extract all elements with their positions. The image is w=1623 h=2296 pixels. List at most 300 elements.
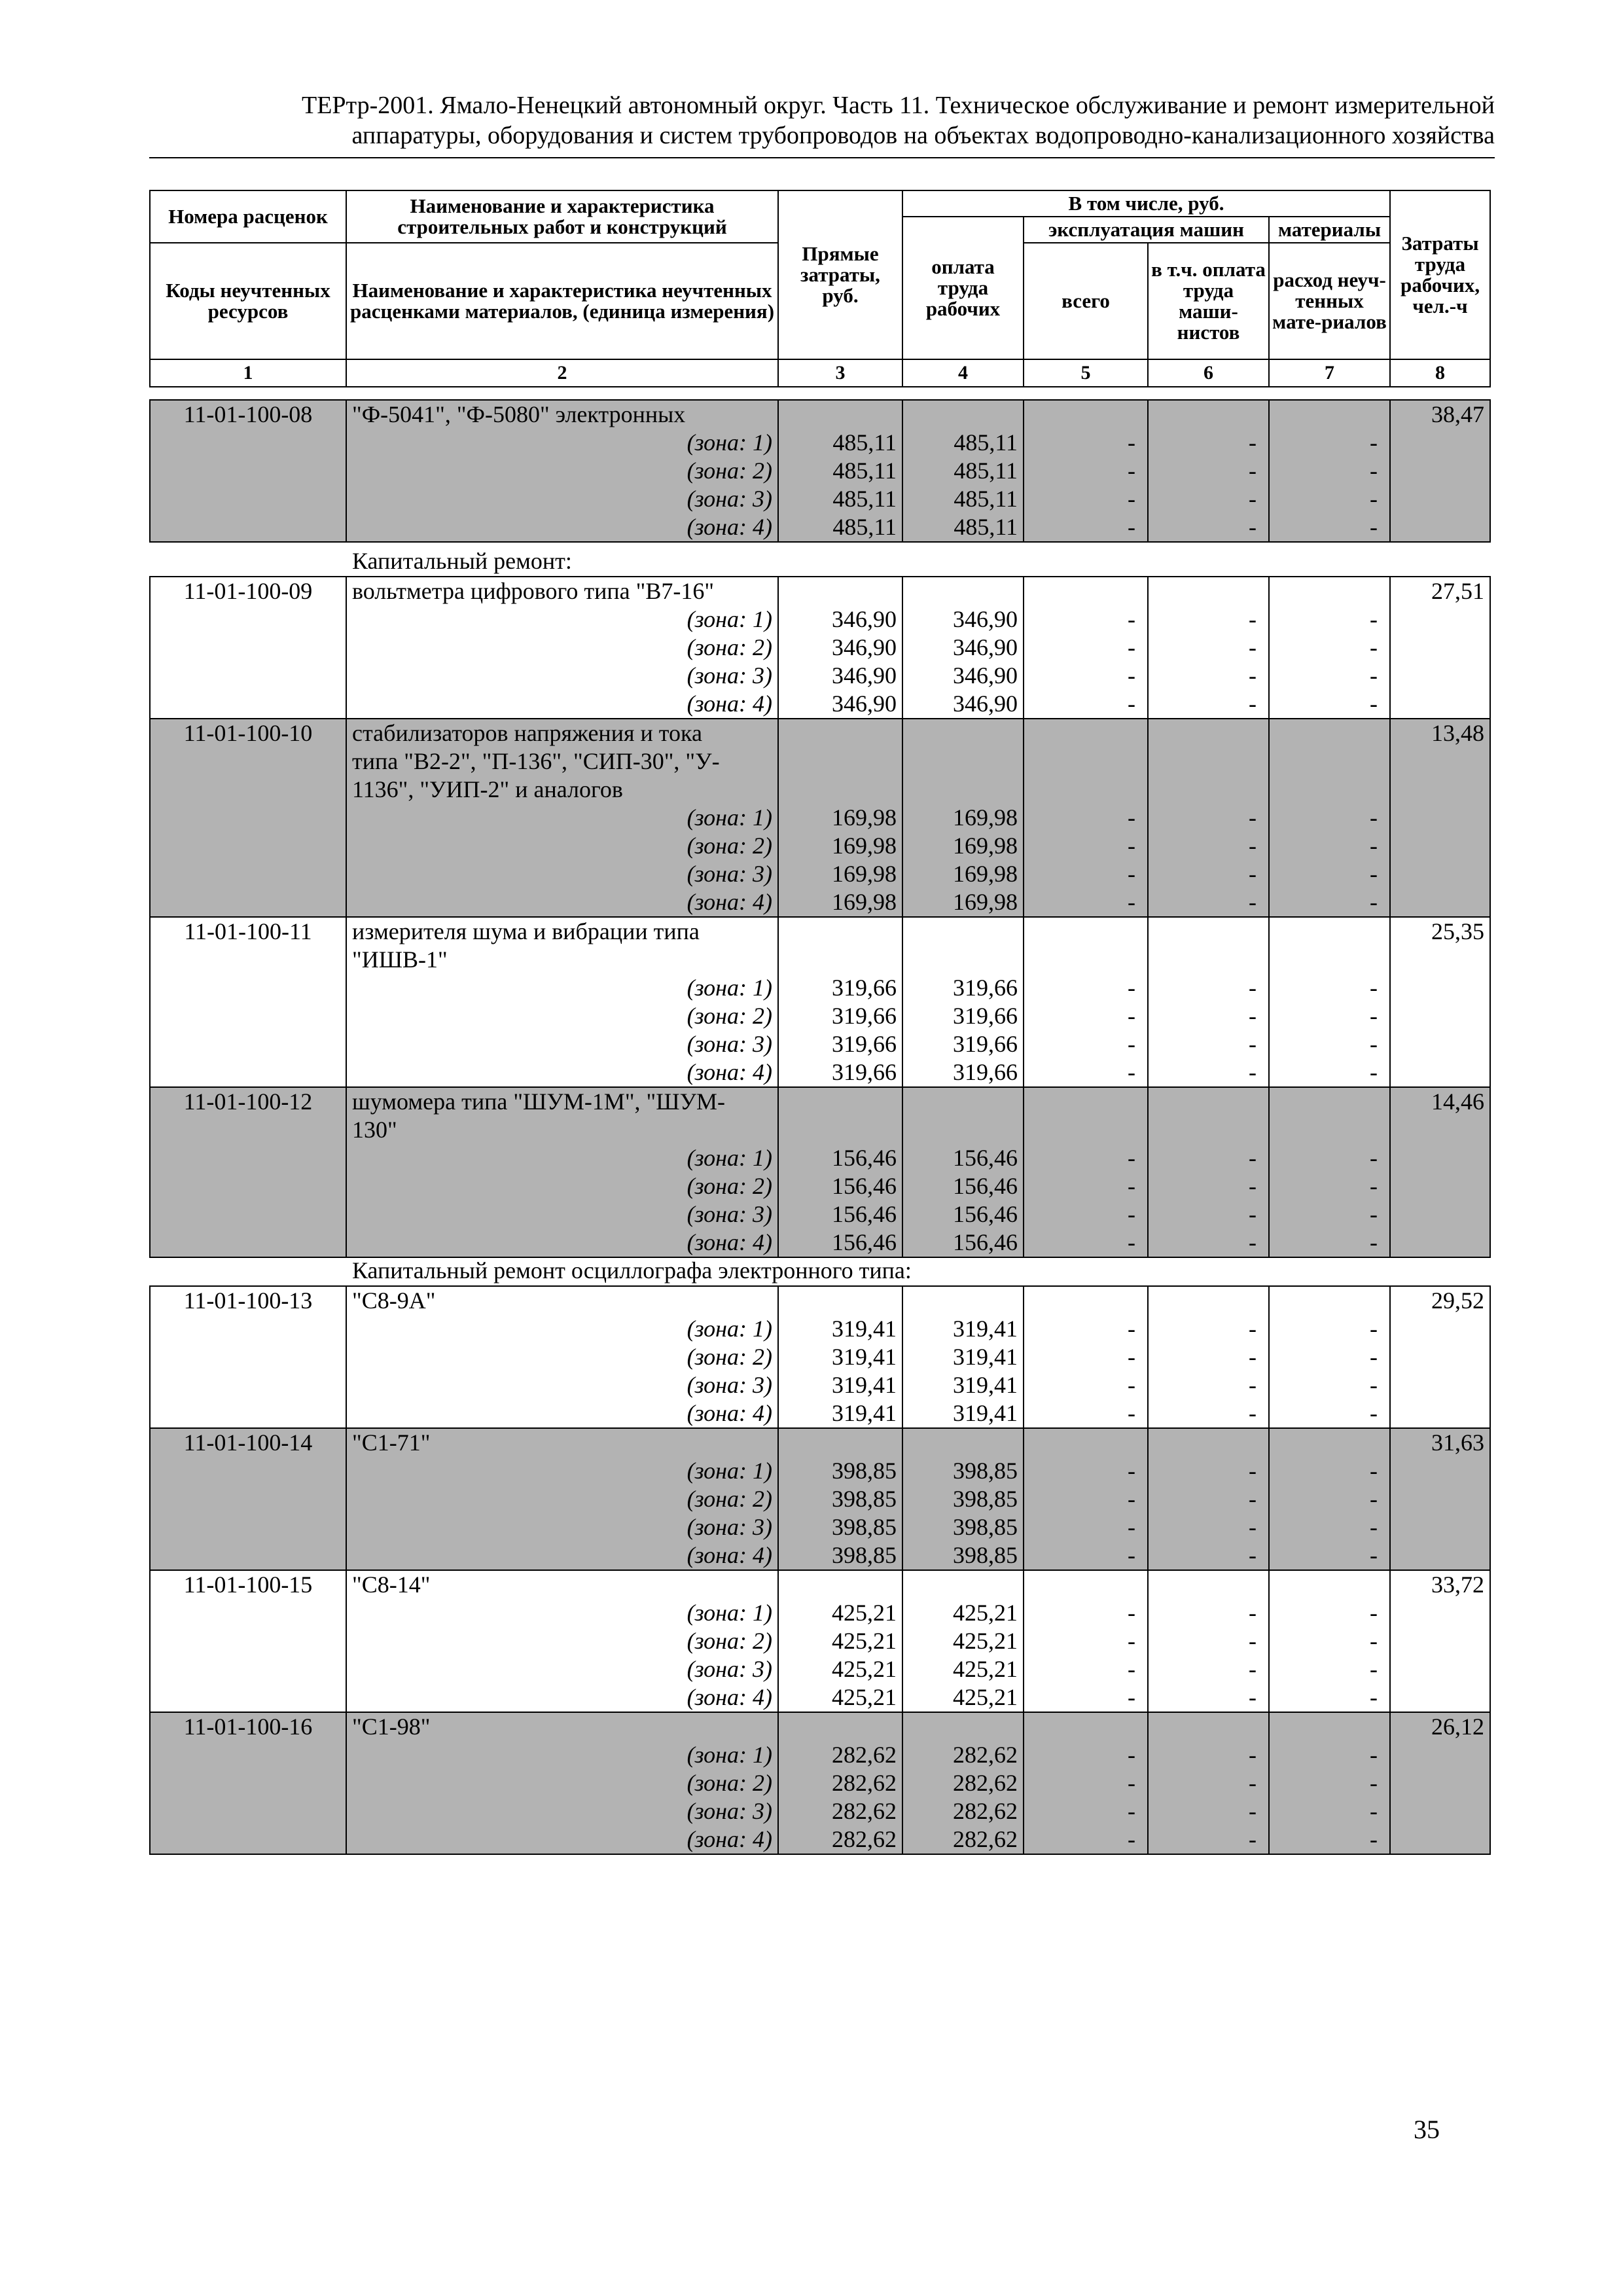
- rate-code: 11-01-100-09: [150, 577, 346, 719]
- table-row: [150, 1116, 1490, 1144]
- direct-costs: 282,62: [778, 1825, 902, 1854]
- col-header-direct-costs: Прямые затраты, руб.: [778, 190, 902, 359]
- rate-entry: [150, 1286, 1490, 1428]
- machines-total: -: [1024, 974, 1148, 1002]
- operator-pay: -: [1148, 1485, 1269, 1513]
- empty-cell: [902, 1087, 1024, 1116]
- table-row: [150, 832, 1490, 860]
- labor-pay: 319,66: [902, 974, 1024, 1002]
- work-name-line: измерителя шума и вибрации типа: [346, 917, 778, 946]
- table-row: [150, 634, 1490, 662]
- zone-label: (зона: 2): [346, 1485, 778, 1513]
- running-header-line-2: аппаратуры, оборудования и систем трубопроводов на объектах водопроводно-канализационного хозяйства: [351, 122, 1495, 149]
- empty-cell: [1148, 946, 1269, 974]
- empty-cell: [1024, 946, 1148, 974]
- work-name-line: 130": [346, 1116, 778, 1144]
- empty-cell: [1148, 1087, 1269, 1116]
- operator-pay: -: [1148, 832, 1269, 860]
- table-row: [150, 719, 1490, 747]
- rate-code: 11-01-100-11: [150, 917, 346, 1087]
- unaccounted-materials: -: [1269, 1797, 1390, 1825]
- table-row: [150, 1655, 1490, 1683]
- empty-cell: [1024, 776, 1148, 804]
- table-row: [150, 1144, 1490, 1172]
- col-number-3: 3: [778, 359, 902, 387]
- zone-label: (зона: 1): [346, 1741, 778, 1769]
- empty-cell: [778, 776, 902, 804]
- unaccounted-materials: -: [1269, 1399, 1390, 1428]
- zone-label: (зона: 3): [346, 1371, 778, 1399]
- direct-costs: 425,21: [778, 1655, 902, 1683]
- table-row: [150, 1315, 1490, 1343]
- empty-cell: [902, 776, 1024, 804]
- operator-pay: -: [1148, 1541, 1269, 1570]
- work-name-line: "С8-9А": [346, 1286, 778, 1315]
- col-header-machines: эксплуатация машин: [1024, 217, 1269, 243]
- empty-cell: [778, 1428, 902, 1457]
- col-number-7: 7: [1269, 359, 1390, 387]
- machines-total: -: [1024, 832, 1148, 860]
- table-row: [150, 662, 1490, 690]
- direct-costs: 156,46: [778, 1229, 902, 1257]
- labor-pay: 156,46: [902, 1200, 1024, 1229]
- machines-total: -: [1024, 1485, 1148, 1513]
- zone-label: (зона: 3): [346, 1030, 778, 1058]
- machines-total: -: [1024, 1030, 1148, 1058]
- empty-cell: [778, 1712, 902, 1741]
- labor-pay: 319,66: [902, 1002, 1024, 1030]
- machines-total: -: [1024, 1058, 1148, 1087]
- rate-code: 11-01-100-12: [150, 1087, 346, 1257]
- zone-label: (зона: 4): [346, 888, 778, 917]
- empty-cell: [902, 917, 1024, 946]
- empty-cell: [902, 1712, 1024, 1741]
- table-row: [150, 1712, 1490, 1741]
- operator-pay: -: [1148, 1797, 1269, 1825]
- direct-costs: 346,90: [778, 690, 902, 719]
- empty-cell: [1148, 776, 1269, 804]
- operator-pay: -: [1148, 860, 1269, 888]
- labor-pay: 169,98: [902, 832, 1024, 860]
- col-number-4: 4: [902, 359, 1024, 387]
- empty-cell: [1024, 1286, 1148, 1315]
- labor-hours: 31,63: [1390, 1428, 1490, 1570]
- table-row: [150, 1485, 1490, 1513]
- labor-hours: 38,47: [1390, 400, 1490, 542]
- machines-total: -: [1024, 1513, 1148, 1541]
- work-name-line: типа "В2-2", "П-136", "СИП-30", "У-: [346, 747, 778, 776]
- zone-label: (зона: 4): [346, 1825, 778, 1854]
- operator-pay: -: [1148, 974, 1269, 1002]
- rate-entry: [150, 1712, 1490, 1854]
- empty-cell: [1148, 1570, 1269, 1599]
- table-row: [150, 1797, 1490, 1825]
- col-header-unaccounted-materials: расход неуч-тенных мате-риалов: [1269, 243, 1390, 359]
- labor-pay: 346,90: [902, 690, 1024, 719]
- table-row: [150, 1229, 1490, 1257]
- labor-pay: 319,66: [902, 1058, 1024, 1087]
- unaccounted-materials: -: [1269, 1485, 1390, 1513]
- unaccounted-materials: -: [1269, 974, 1390, 1002]
- labor-pay: 398,85: [902, 1457, 1024, 1485]
- empty-cell: [1269, 1286, 1390, 1315]
- machines-total: -: [1024, 1172, 1148, 1200]
- operator-pay: -: [1148, 1769, 1269, 1797]
- operator-pay: -: [1148, 1030, 1269, 1058]
- empty-cell: [902, 1286, 1024, 1315]
- operator-pay: -: [1148, 457, 1269, 485]
- unaccounted-materials: -: [1269, 1825, 1390, 1854]
- table-row: [150, 1343, 1490, 1371]
- col-header-labor-hours: Затраты труда рабочих, чел.-ч: [1390, 190, 1490, 359]
- labor-pay: 425,21: [902, 1683, 1024, 1712]
- labor-hours: 25,35: [1390, 917, 1490, 1087]
- direct-costs: 319,66: [778, 1058, 902, 1087]
- empty-cell: [1024, 1712, 1148, 1741]
- unaccounted-materials: -: [1269, 1683, 1390, 1712]
- labor-pay: 319,66: [902, 1030, 1024, 1058]
- machines-total: -: [1024, 888, 1148, 917]
- table-row: [150, 400, 1490, 429]
- unaccounted-materials: -: [1269, 429, 1390, 457]
- zone-label: (зона: 2): [346, 1172, 778, 1200]
- machines-total: -: [1024, 605, 1148, 634]
- labor-pay: 319,41: [902, 1399, 1024, 1428]
- zone-label: (зона: 1): [346, 974, 778, 1002]
- operator-pay: -: [1148, 1513, 1269, 1541]
- table-row: [150, 1030, 1490, 1058]
- direct-costs: 282,62: [778, 1797, 902, 1825]
- operator-pay: -: [1148, 1599, 1269, 1627]
- machines-total: -: [1024, 1541, 1148, 1570]
- table-row: [150, 946, 1490, 974]
- machines-total: -: [1024, 1315, 1148, 1343]
- zone-label: (зона: 2): [346, 1002, 778, 1030]
- running-header: [149, 90, 1495, 151]
- direct-costs: 398,85: [778, 1485, 902, 1513]
- empty-cell: [1269, 1087, 1390, 1116]
- empty-cell: [902, 400, 1024, 429]
- operator-pay: -: [1148, 690, 1269, 719]
- empty-cell: [1269, 1428, 1390, 1457]
- machines-total: -: [1024, 1371, 1148, 1399]
- table-row: [150, 1286, 1490, 1315]
- empty-cell: [1269, 1712, 1390, 1741]
- unaccounted-materials: -: [1269, 485, 1390, 513]
- operator-pay: -: [1148, 1172, 1269, 1200]
- empty-cell: [1148, 400, 1269, 429]
- direct-costs: 398,85: [778, 1541, 902, 1570]
- machines-total: -: [1024, 1627, 1148, 1655]
- empty-cell: [1148, 1286, 1269, 1315]
- table-row: [150, 1399, 1490, 1428]
- table-row: [150, 1172, 1490, 1200]
- operator-pay: -: [1148, 1200, 1269, 1229]
- direct-costs: 346,90: [778, 605, 902, 634]
- unaccounted-materials: -: [1269, 832, 1390, 860]
- empty-cell: [1024, 1116, 1148, 1144]
- zone-label: (зона: 1): [346, 1144, 778, 1172]
- table-row: [150, 1457, 1490, 1485]
- table-row: [150, 1570, 1490, 1599]
- table-row: [150, 747, 1490, 776]
- machines-total: -: [1024, 1144, 1148, 1172]
- labor-pay: 169,98: [902, 888, 1024, 917]
- unaccounted-materials: -: [1269, 1172, 1390, 1200]
- table-row: [150, 860, 1490, 888]
- unaccounted-materials: -: [1269, 1371, 1390, 1399]
- empty-cell: [902, 1570, 1024, 1599]
- unaccounted-materials: -: [1269, 1200, 1390, 1229]
- running-header-line-1: ТЕРтр-2001. Ямало-Ненецкий автономный округ. Часть 11. Техническое обслуживание и ремонт измерительной: [302, 92, 1495, 119]
- unaccounted-materials: -: [1269, 457, 1390, 485]
- empty-cell: [1148, 1428, 1269, 1457]
- direct-costs: 485,11: [778, 429, 902, 457]
- empty-cell: [1148, 1712, 1269, 1741]
- work-name-line: "С8-14": [346, 1570, 778, 1599]
- empty-cell: [1148, 747, 1269, 776]
- work-name-line: шумомера типа "ШУМ-1М", "ШУМ-: [346, 1087, 778, 1116]
- machines-total: -: [1024, 662, 1148, 690]
- empty-cell: [902, 577, 1024, 605]
- labor-hours: 27,51: [1390, 577, 1490, 719]
- rate-code: 11-01-100-10: [150, 719, 346, 917]
- operator-pay: -: [1148, 1457, 1269, 1485]
- empty-cell: [1024, 1570, 1148, 1599]
- table-row: [150, 917, 1490, 946]
- labor-pay: 282,62: [902, 1741, 1024, 1769]
- unaccounted-materials: -: [1269, 1058, 1390, 1087]
- rate-entry: [150, 1428, 1490, 1570]
- unaccounted-materials: -: [1269, 1655, 1390, 1683]
- operator-pay: -: [1148, 634, 1269, 662]
- col-number-8: 8: [1390, 359, 1490, 387]
- table-row: [150, 1002, 1490, 1030]
- unaccounted-materials: -: [1269, 513, 1390, 542]
- machines-total: -: [1024, 485, 1148, 513]
- empty-cell: [902, 1116, 1024, 1144]
- empty-cell: [1269, 400, 1390, 429]
- table-row: [150, 1627, 1490, 1655]
- operator-pay: -: [1148, 1683, 1269, 1712]
- direct-costs: 319,41: [778, 1371, 902, 1399]
- zone-label: (зона: 2): [346, 832, 778, 860]
- direct-costs: 319,41: [778, 1343, 902, 1371]
- rate-code: 11-01-100-16: [150, 1712, 346, 1854]
- machines-total: -: [1024, 1825, 1148, 1854]
- zone-label: (зона: 2): [346, 457, 778, 485]
- table-row: [150, 690, 1490, 719]
- rate-entry: [150, 917, 1490, 1087]
- empty-cell: [778, 1570, 902, 1599]
- unaccounted-materials: -: [1269, 1229, 1390, 1257]
- empty-cell: [1148, 577, 1269, 605]
- operator-pay: -: [1148, 485, 1269, 513]
- zone-label: (зона: 3): [346, 860, 778, 888]
- labor-pay: 485,11: [902, 513, 1024, 542]
- zone-label: (зона: 4): [346, 1229, 778, 1257]
- zone-label: (зона: 3): [346, 662, 778, 690]
- labor-hours: 14,46: [1390, 1087, 1490, 1257]
- zone-label: (зона: 4): [346, 513, 778, 542]
- operator-pay: -: [1148, 1343, 1269, 1371]
- empty-cell: [1024, 747, 1148, 776]
- unaccounted-materials: -: [1269, 1315, 1390, 1343]
- work-name-line: "ИШВ-1": [346, 946, 778, 974]
- col-header-rate-numbers: Номера расценок: [150, 190, 346, 243]
- col-number-1: 1: [150, 359, 346, 387]
- col-header-operator-pay: в т.ч. оплата труда маши-нистов: [1148, 243, 1269, 359]
- direct-costs: 156,46: [778, 1144, 902, 1172]
- empty-cell: [902, 946, 1024, 974]
- empty-cell: [778, 946, 902, 974]
- direct-costs: 169,98: [778, 832, 902, 860]
- empty-cell: [902, 747, 1024, 776]
- direct-costs: 425,21: [778, 1599, 902, 1627]
- machines-total: -: [1024, 1683, 1148, 1712]
- rates-table-block: [149, 1285, 1491, 1855]
- labor-pay: 346,90: [902, 605, 1024, 634]
- direct-costs: 346,90: [778, 634, 902, 662]
- machines-total: -: [1024, 429, 1148, 457]
- unaccounted-materials: -: [1269, 662, 1390, 690]
- work-name-line: "Ф-5041", "Ф-5080" электронных: [346, 400, 778, 429]
- direct-costs: 485,11: [778, 457, 902, 485]
- direct-costs: 169,98: [778, 804, 902, 832]
- direct-costs: 346,90: [778, 662, 902, 690]
- empty-cell: [778, 400, 902, 429]
- machines-total: -: [1024, 1229, 1148, 1257]
- zone-label: (зона: 2): [346, 1627, 778, 1655]
- rate-code: 11-01-100-08: [150, 400, 346, 542]
- direct-costs: 319,41: [778, 1399, 902, 1428]
- zone-label: (зона: 1): [346, 1315, 778, 1343]
- empty-cell: [1269, 747, 1390, 776]
- col-header-materials: материалы: [1269, 217, 1390, 243]
- table-row: [150, 457, 1490, 485]
- operator-pay: -: [1148, 1229, 1269, 1257]
- operator-pay: -: [1148, 1315, 1269, 1343]
- labor-pay: 346,90: [902, 662, 1024, 690]
- labor-pay: 156,46: [902, 1172, 1024, 1200]
- empty-cell: [1024, 719, 1148, 747]
- empty-cell: [778, 1087, 902, 1116]
- machines-total: -: [1024, 1655, 1148, 1683]
- machines-total: -: [1024, 1797, 1148, 1825]
- empty-cell: [1269, 719, 1390, 747]
- labor-pay: 346,90: [902, 634, 1024, 662]
- table-row: [150, 1599, 1490, 1627]
- zone-label: (зона: 2): [346, 1343, 778, 1371]
- zone-label: (зона: 4): [346, 690, 778, 719]
- direct-costs: 319,66: [778, 974, 902, 1002]
- zone-label: (зона: 4): [346, 1058, 778, 1087]
- labor-pay: 425,21: [902, 1655, 1024, 1683]
- table-row: [150, 1087, 1490, 1116]
- empty-cell: [902, 1428, 1024, 1457]
- zone-label: (зона: 3): [346, 1655, 778, 1683]
- operator-pay: -: [1148, 1627, 1269, 1655]
- empty-cell: [1024, 917, 1148, 946]
- table-row: [150, 974, 1490, 1002]
- rate-code: 11-01-100-13: [150, 1286, 346, 1428]
- machines-total: -: [1024, 1343, 1148, 1371]
- unaccounted-materials: -: [1269, 1769, 1390, 1797]
- unaccounted-materials: -: [1269, 1343, 1390, 1371]
- direct-costs: 485,11: [778, 513, 902, 542]
- empty-cell: [778, 1116, 902, 1144]
- labor-pay: 398,85: [902, 1541, 1024, 1570]
- machines-total: -: [1024, 1200, 1148, 1229]
- unaccounted-materials: -: [1269, 1741, 1390, 1769]
- table-row: [150, 429, 1490, 457]
- labor-pay: 485,11: [902, 429, 1024, 457]
- unaccounted-materials: -: [1269, 1627, 1390, 1655]
- direct-costs: 282,62: [778, 1769, 902, 1797]
- rates-table-block: [149, 399, 1491, 543]
- col-number-2: 2: [346, 359, 778, 387]
- table-row: [150, 485, 1490, 513]
- direct-costs: 319,66: [778, 1002, 902, 1030]
- labor-pay: 282,62: [902, 1825, 1024, 1854]
- table-row: [150, 577, 1490, 605]
- table-row: [150, 888, 1490, 917]
- labor-pay: 169,98: [902, 860, 1024, 888]
- labor-pay: 398,85: [902, 1485, 1024, 1513]
- empty-cell: [1269, 577, 1390, 605]
- empty-cell: [1269, 1116, 1390, 1144]
- operator-pay: -: [1148, 1144, 1269, 1172]
- table-row: [150, 513, 1490, 542]
- operator-pay: -: [1148, 1399, 1269, 1428]
- col-number-6: 6: [1148, 359, 1269, 387]
- work-name-line: "С1-98": [346, 1712, 778, 1741]
- direct-costs: 319,41: [778, 1315, 902, 1343]
- empty-cell: [1148, 1116, 1269, 1144]
- labor-pay: 425,21: [902, 1627, 1024, 1655]
- direct-costs: 169,98: [778, 888, 902, 917]
- empty-cell: [778, 747, 902, 776]
- empty-cell: [1024, 1428, 1148, 1457]
- machines-total: -: [1024, 634, 1148, 662]
- unaccounted-materials: -: [1269, 1599, 1390, 1627]
- operator-pay: -: [1148, 429, 1269, 457]
- table-row: [150, 1741, 1490, 1769]
- labor-hours: 33,72: [1390, 1570, 1490, 1712]
- operator-pay: -: [1148, 1058, 1269, 1087]
- labor-pay: 398,85: [902, 1513, 1024, 1541]
- operator-pay: -: [1148, 1825, 1269, 1854]
- labor-hours: 29,52: [1390, 1286, 1490, 1428]
- header-rule: [149, 157, 1495, 158]
- rate-entry: [150, 1570, 1490, 1712]
- operator-pay: -: [1148, 1002, 1269, 1030]
- table-row: [150, 1371, 1490, 1399]
- empty-cell: [1024, 400, 1148, 429]
- empty-cell: [778, 917, 902, 946]
- rate-entry: [150, 400, 1490, 542]
- labor-hours: 13,48: [1390, 719, 1490, 917]
- rate-entry: [150, 577, 1490, 719]
- direct-costs: 485,11: [778, 485, 902, 513]
- labor-pay: 319,41: [902, 1343, 1024, 1371]
- empty-cell: [1148, 719, 1269, 747]
- unaccounted-materials: -: [1269, 804, 1390, 832]
- empty-cell: [1024, 1087, 1148, 1116]
- direct-costs: 398,85: [778, 1457, 902, 1485]
- unaccounted-materials: -: [1269, 1457, 1390, 1485]
- page-number: 35: [1414, 2115, 1440, 2144]
